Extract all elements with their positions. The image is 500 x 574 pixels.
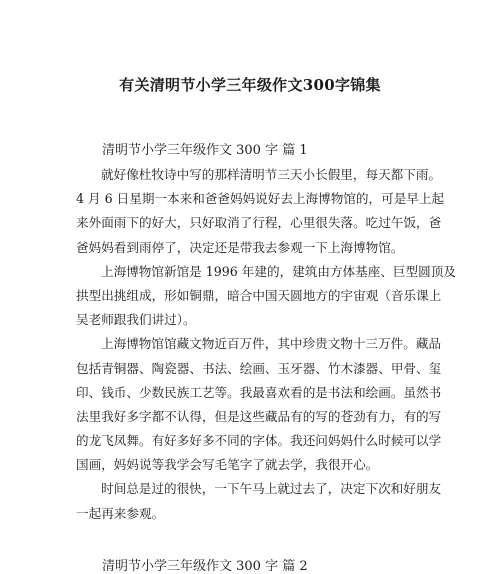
text-line: 就好像杜牧诗中写的那样清明节三天小长假里，每天都下雨。: [101, 167, 442, 182]
text-line: 的龙飞凤舞。有好多好多不同的字体。我还问妈妈什么时候可以学: [76, 433, 442, 449]
next-essay-heading: 清明节小学三年级作文 300 字 篇 2: [102, 559, 308, 574]
text-line: 上海博物馆馆藏文物近百万件，其中珍贵文物十三万件。藏品: [101, 336, 442, 352]
text-line: 4 月 6 日星期一本来和爸爸妈妈说好去上海博物馆的，可是早上起: [76, 191, 445, 207]
text-line: 包括青铜器、陶瓷器、书法、绘画、玉牙器、竹木漆器、甲骨、玺: [76, 360, 442, 376]
text-line: 法里我好多字都不认得，但是这些藏品有的写的苍劲有力，有的写: [76, 408, 442, 424]
document-title: 有关清明节小学三年级作文300字锦集: [119, 76, 381, 94]
text-line: 吴老师跟我们讲过）。: [76, 312, 196, 328]
text-line: 拱型出挑组成，形如铜鼎，暗合中国天圆地方的宇宙观（音乐课上: [76, 287, 442, 303]
text-line: 时间总是过的很快，一下午马上就过去了，决定下次和好朋友: [101, 481, 442, 497]
text-line: 一起再来参观。: [76, 505, 165, 521]
text-line: 来外面雨下的好大，只好取消了行程，心里很失落。吃过午饭，爸: [76, 215, 442, 231]
text-line: 爸妈妈看到雨停了，决定还是带我去参观一下上海博物馆。: [76, 239, 404, 255]
text-line: 印、钱币、少数民族工艺等。我最喜欢看的是书法和绘画。虽然书: [76, 384, 442, 400]
text-line: 国画，妈妈说等我学会写毛笔字了就去学，我很开心。: [76, 457, 379, 473]
essay-body: [76, 163, 456, 526]
essay-heading: 清明节小学三年级作文 300 字 篇 1: [102, 143, 308, 158]
text-line: 上海博物馆新馆是 1996 年建的，建筑由方体基座、巨型圆顶及: [101, 263, 456, 279]
